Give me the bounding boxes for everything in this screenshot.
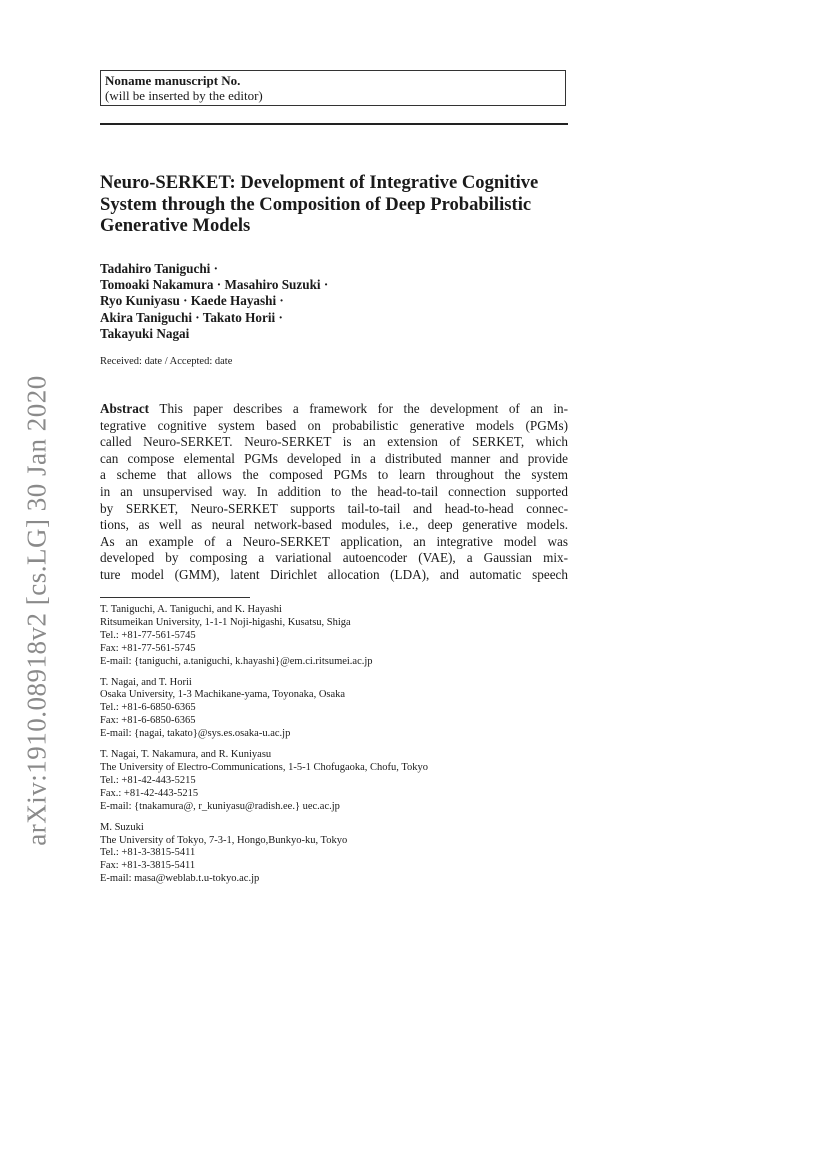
- affiliation-email: E-mail: masa@weblab.t.u-tokyo.ac.jp: [100, 873, 260, 885]
- affiliation-address: Ritsumeikan University, 1-1-1 Noji-higashi, Kusatsu, Shiga: [100, 616, 351, 628]
- affiliation-email: E-mail: {nagai, takato}@sys.es.osaka-u.ac.jp: [100, 728, 291, 740]
- abstract: [100, 401, 568, 584]
- affiliation-block: [100, 749, 570, 814]
- arxiv-sidebar: [12, 370, 62, 850]
- author-line: Akira Taniguchi · Takato Horii ·: [100, 309, 283, 325]
- author-line: Takayuki Nagai: [100, 325, 190, 341]
- affiliation-fax: Fax: +81-77-561-5745: [100, 642, 196, 654]
- manuscript-number: Noname manuscript No.: [105, 73, 241, 88]
- affiliation-fax: Fax: +81-6-6850-6365: [100, 715, 196, 727]
- abstract-line: As an example of a Neuro-SERKET application, an integrative model was: [100, 533, 568, 549]
- abstract-line: can compose elemental PGMs developed in a distributed manner and provide: [100, 450, 568, 466]
- affiliation-block: [100, 604, 570, 669]
- affiliation-email: E-mail: {tnakamura@, r_kuniyasu@radish.ee.} uec.ac.jp: [100, 800, 340, 812]
- abstract-heading: Abstract: [100, 401, 150, 416]
- affiliation-authors: T. Taniguchi, A. Taniguchi, and K. Hayashi: [100, 604, 282, 615]
- abstract-line: developed by composing a variational autoencoder (VAE), a Gaussian mix-: [100, 550, 568, 566]
- affiliation-block: [100, 677, 570, 742]
- affiliation-authors: M. Suzuki: [100, 821, 144, 833]
- affiliation-tel: Tel.: +81-42-443-5215: [100, 774, 196, 786]
- abstract-line: ture model (GMM), latent Dirichlet allocation (LDA), and automatic speech: [100, 566, 568, 582]
- affiliation-tel: Tel.: +81-77-561-5745: [100, 629, 196, 641]
- affiliation-authors: T. Nagai, T. Nakamura, and R. Kuniyasu: [100, 749, 272, 761]
- affiliation-email: E-mail: {taniguchi, a.taniguchi, k.hayashi}@em.ci.ritsumei.ac.jp: [100, 655, 373, 667]
- abstract-line: in an unsupervised way. In addition to the head-to-tail connection supported: [100, 483, 568, 499]
- affiliation-block: [100, 822, 570, 887]
- abstract-line: by SERKET, Neuro-SERKET supports tail-to-tail and head-to-head connec-: [100, 500, 568, 516]
- abstract-line: called Neuro-SERKET. Neuro-SERKET is an extension of SERKET, which: [100, 434, 568, 450]
- author-list: [100, 261, 570, 342]
- affiliation-fax: Fax: +81-3-3815-5411: [100, 860, 196, 872]
- manuscript-header-box: [100, 70, 566, 106]
- editor-note: (will be inserted by the editor): [105, 88, 263, 103]
- affiliation-address: Osaka University, 1-3 Machikane-yama, Toyonaka, Osaka: [100, 689, 346, 701]
- abstract-line: Abstract This paper describes a framework for the development of an in-: [100, 401, 569, 416]
- abstract-line: tegrative cognitive system based on probabilistic generative models (PGMs): [100, 417, 568, 433]
- affiliation-tel: Tel.: +81-3-3815-5411: [100, 847, 196, 859]
- paper-title: Neuro-SERKET: Development of Integrative Cognitive System through the Composition of Deep Probabilistic Generative Models: [100, 172, 539, 236]
- affiliation-address: The University of Electro-Communications, 1-5-1 Chofugaoka, Chofu, Tokyo: [100, 761, 429, 773]
- abstract-line: tions, as well as neural network-based modules, i.e., deep generative models.: [100, 517, 568, 533]
- author-line: Ryo Kuniyasu · Kaede Hayashi ·: [100, 293, 284, 309]
- abstract-line: a scheme that allows the composed PGMs to learn throughout the system: [100, 467, 568, 483]
- received-date: Received: date / Accepted: date: [100, 356, 233, 367]
- arxiv-identifier: arXiv:1910.08918v2 [cs.LG] 30 Jan 2020: [21, 374, 52, 846]
- footnote-rule: [100, 597, 250, 598]
- affiliation-authors: T. Nagai, and T. Horii: [100, 676, 192, 688]
- author-line: Tadahiro Taniguchi ·: [100, 261, 219, 276]
- affiliations: [100, 604, 570, 894]
- affiliation-tel: Tel.: +81-6-6850-6365: [100, 702, 196, 714]
- affiliation-fax: Fax.: +81-42-443-5215: [100, 787, 199, 799]
- header-rule: [100, 123, 568, 125]
- author-line: Tomoaki Nakamura · Masahiro Suzuki ·: [100, 277, 329, 293]
- affiliation-address: The University of Tokyo, 7-3-1, Hongo,Bunkyo-ku, Tokyo: [100, 834, 348, 846]
